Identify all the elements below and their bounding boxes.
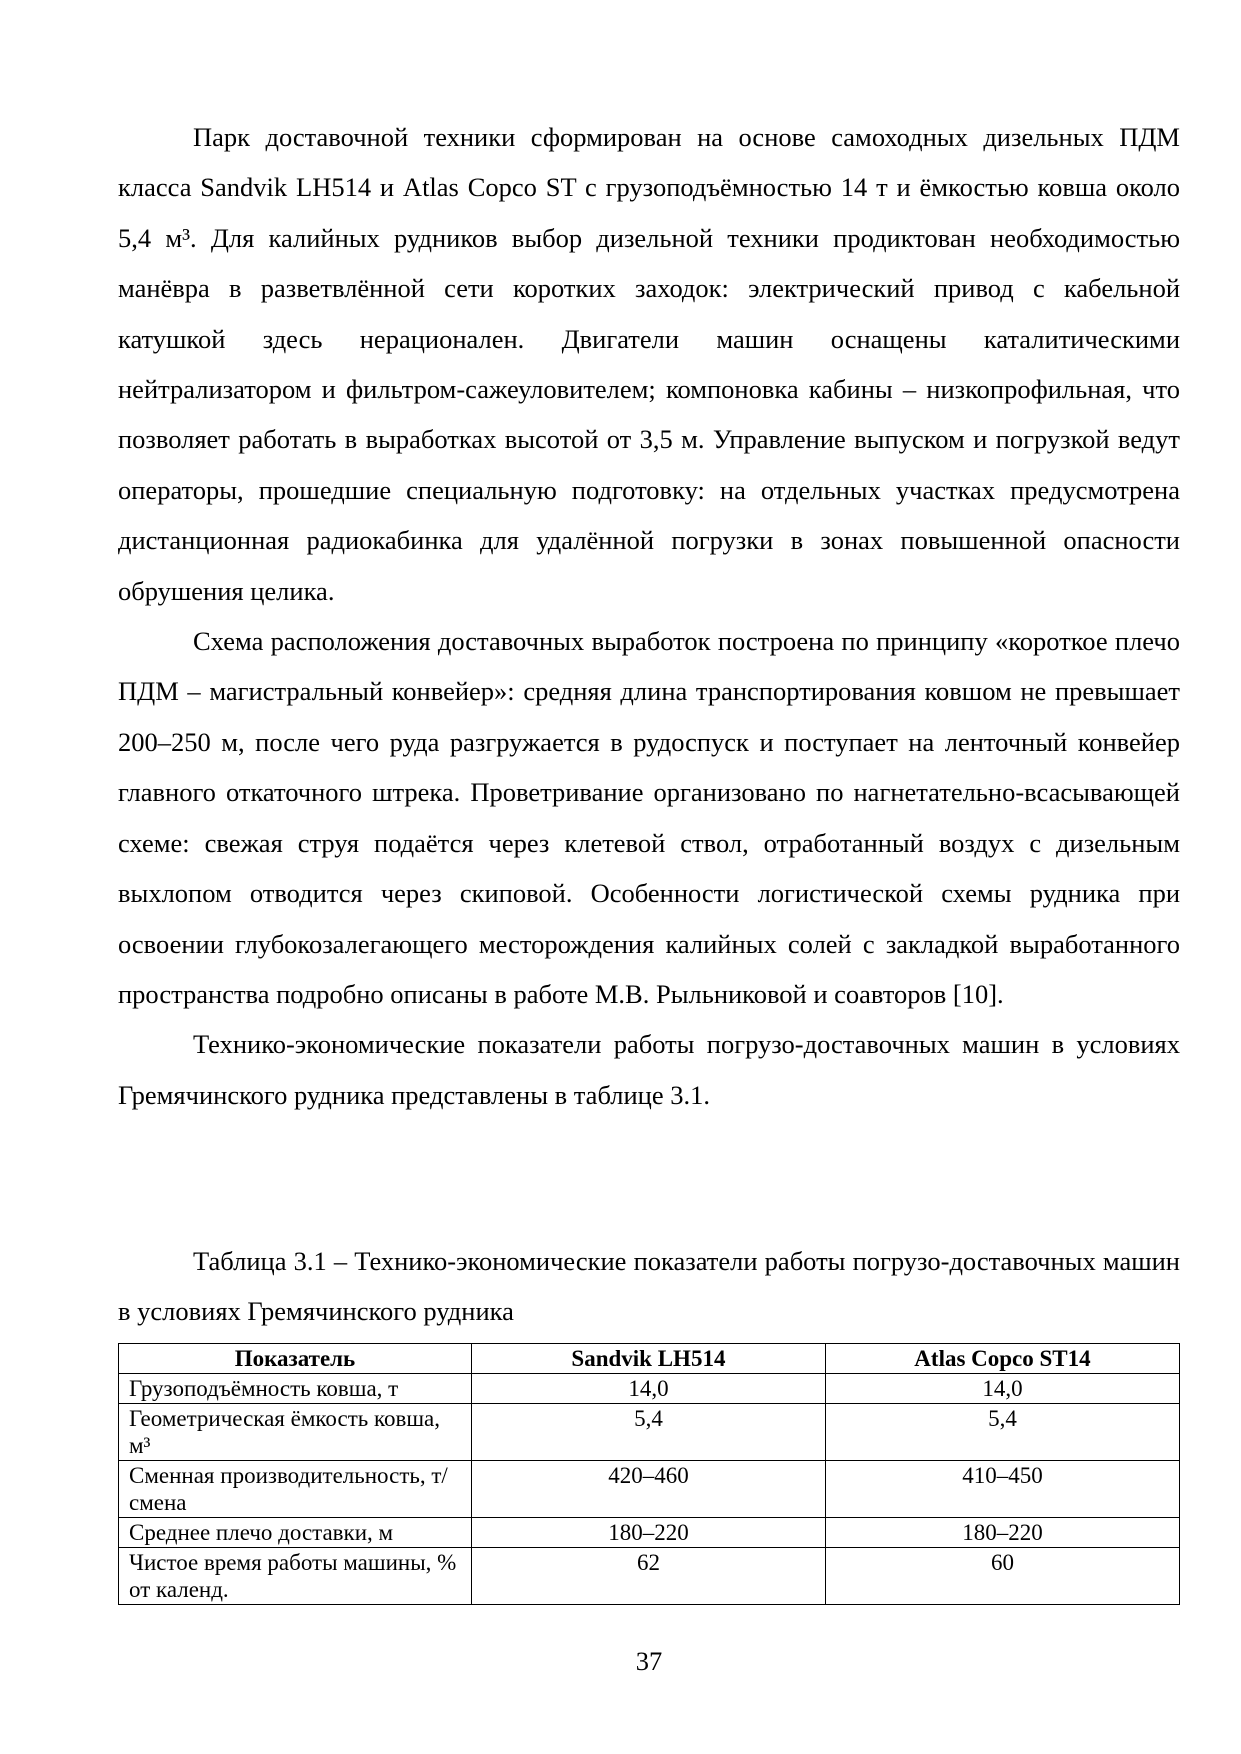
paragraph-table-reference: Технико-экономические показатели работы погрузо-доставочных машин в условиях Гремячинского рудника представлены в таблице 3.1. [118,1029,1180,1110]
cell-sandvik: 180–220 [471,1518,825,1548]
indicators-table [118,1343,1180,1605]
cell-sandvik: 420–460 [471,1461,825,1518]
table-row [119,1548,1180,1605]
cell-atlas-copco: 60 [825,1548,1179,1605]
cell-sandvik: 14,0 [471,1374,825,1404]
table-caption: Таблица 3.1 – Технико-экономические показатели работы погрузо-доставочных машин в условиях Гремячинского рудника [118,1246,1180,1326]
table-row [119,1518,1180,1548]
document-page [118,0,1180,1754]
cell-atlas-copco: 14,0 [825,1374,1179,1404]
row-label: Среднее плечо доставки, м [119,1518,472,1548]
cell-atlas-copco: 410–450 [825,1461,1179,1518]
body-text [118,112,1180,1120]
table-row [119,1374,1180,1404]
table-row [119,1404,1180,1461]
paragraph-haulage-scheme: Схема расположения доставочных выработок построена по принципу «короткое плечо ПДМ – магистральный конвейер»: средняя длина транспортирования ковшом не превышает 200–250 м, после чего руда разгружается в рудоспуск и поступает на ленточный конвейер главного откаточного штрека. Проветривание организовано по нагнетательно-всасывающей схеме: свежая струя подаётся через клетевой ствол, отработанный воздух с дизельным выхлопом отводится через скиповой. Особенности логистической схемы рудника при освоении глубокозалегающего месторождения калийных солей с закладкой выработанного пространства подробно описаны в работе М.В. Рыльниковой и соавторов [10]. [118,626,1180,1009]
row-label: Грузоподъёмность ковша, т [119,1374,472,1404]
cell-sandvik: 62 [471,1548,825,1605]
row-label: Сменная производительность, т/смена [119,1461,472,1518]
cell-atlas-copco: 180–220 [825,1518,1179,1548]
paragraph-fleet: Парк доставочной техники сформирован на основе самоходных дизельных ПДМ класса Sandvik LH514 и Atlas Copco ST с грузоподъёмностью 14 т и ёмкостью ковша около 5,4 м³. Для калийных рудников выбор дизельной техники продиктован необходимостью манёвра в разветвлённой сети коротких заходок: электрический привод с кабельной катушкой здесь нерационален. Двигатели машин оснащены каталитическими нейтрализатором и фильтром-сажеуловителем; компоновка кабины – низкопрофильная, что позволяет работать в выработках высотой от 3,5 м. Управление выпуском и погрузкой ведут операторы, прошедшие специальную подготовку: на отдельных участках предусмотрена дистанционная радиокабинка для удалённой погрузки в зонах повышенной опасности обрушения целика. [118,122,1180,606]
cell-sandvik: 5,4 [471,1404,825,1461]
cell-atlas-copco: 5,4 [825,1404,1179,1461]
header-indicator: Показатель [119,1344,472,1374]
table-header-row [119,1344,1180,1374]
header-sandvik: Sandvik LH514 [471,1344,825,1374]
row-label: Геометрическая ёмкость ковша, м³ [119,1404,472,1461]
row-label: Чистое время работы машины, % от календ. [119,1548,472,1605]
header-atlas-copco: Atlas Copco ST14 [825,1344,1179,1374]
table-row [119,1461,1180,1518]
page-number: 37 [635,1646,663,1676]
